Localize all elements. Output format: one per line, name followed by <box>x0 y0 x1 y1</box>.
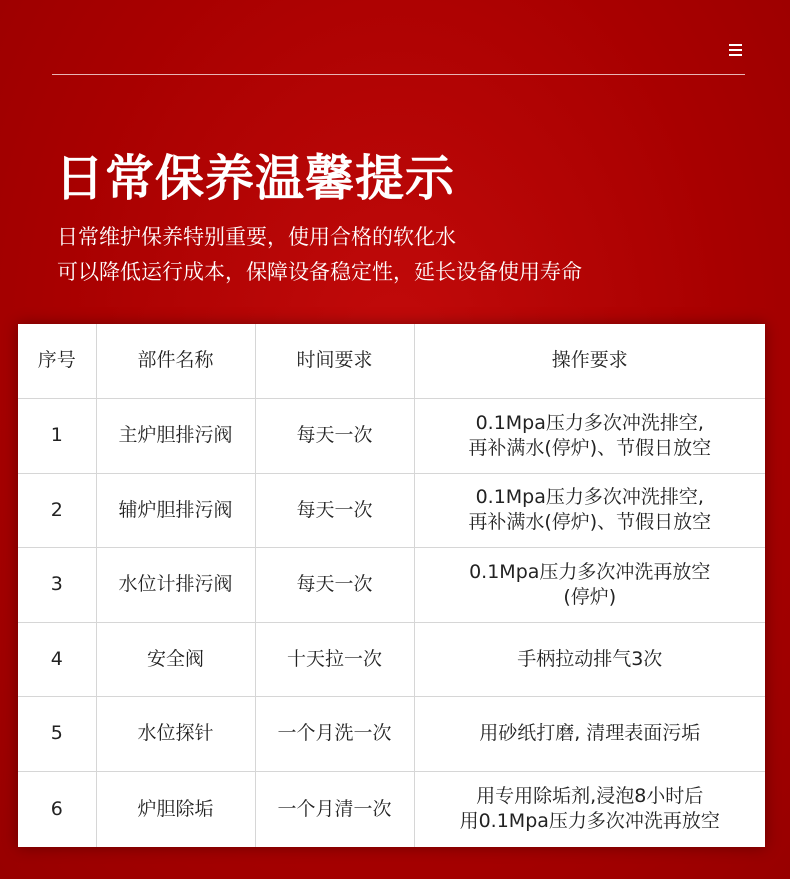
row-index: 3 <box>18 547 96 622</box>
row-part-name: 炉胆除垢 <box>96 771 255 847</box>
row-operation-requirement: 用砂纸打磨, 清理表面污垢 <box>414 696 765 771</box>
subtitle-line: 日常维护保养特别重要，使用合格的软化水 <box>57 225 456 249</box>
subtitle-line: 可以降低运行成本，保障设备稳定性，延长设备使用寿命 <box>57 260 582 284</box>
header-divider <box>52 74 745 75</box>
row-operation-requirement: 0.1Mpa压力多次冲洗排空, 再补满水(停炉)、节假日放空 <box>414 398 765 473</box>
row-index: 6 <box>18 771 96 847</box>
table-row <box>18 696 765 771</box>
row-part-name: 辅炉胆排污阀 <box>96 473 255 547</box>
page-subtitle <box>57 220 582 290</box>
row-time-requirement: 十天拉一次 <box>255 622 414 696</box>
table-header-row <box>18 324 765 398</box>
row-index: 1 <box>18 398 96 473</box>
header-part-name: 部件名称 <box>96 324 255 398</box>
row-index: 5 <box>18 696 96 771</box>
row-time-requirement: 每天一次 <box>255 547 414 622</box>
table-row <box>18 398 765 473</box>
hamburger-menu-icon[interactable] <box>729 44 742 56</box>
row-time-requirement: 每天一次 <box>255 398 414 473</box>
row-part-name: 水位计排污阀 <box>96 547 255 622</box>
header-index: 序号 <box>18 324 96 398</box>
row-time-requirement: 一个月洗一次 <box>255 696 414 771</box>
row-part-name: 主炉胆排污阀 <box>96 398 255 473</box>
row-part-name: 安全阀 <box>96 622 255 696</box>
table-row <box>18 547 765 622</box>
row-index: 2 <box>18 473 96 547</box>
page-title: 日常保养温馨提示 <box>55 150 456 207</box>
header-time-requirement: 时间要求 <box>255 324 414 398</box>
row-time-requirement: 每天一次 <box>255 473 414 547</box>
table-row <box>18 771 765 847</box>
row-operation-requirement: 手柄拉动排气3次 <box>414 622 765 696</box>
header-operation-requirement: 操作要求 <box>414 324 765 398</box>
row-operation-requirement: 0.1Mpa压力多次冲洗再放空 (停炉) <box>414 547 765 622</box>
table-row <box>18 473 765 547</box>
row-part-name: 水位探针 <box>96 696 255 771</box>
row-operation-requirement: 用专用除垢剂,浸泡8小时后 用0.1Mpa压力多次冲洗再放空 <box>414 771 765 847</box>
row-index: 4 <box>18 622 96 696</box>
maintenance-table <box>18 324 765 847</box>
row-operation-requirement: 0.1Mpa压力多次冲洗排空, 再补满水(停炉)、节假日放空 <box>414 473 765 547</box>
table-row <box>18 622 765 696</box>
row-time-requirement: 一个月清一次 <box>255 771 414 847</box>
